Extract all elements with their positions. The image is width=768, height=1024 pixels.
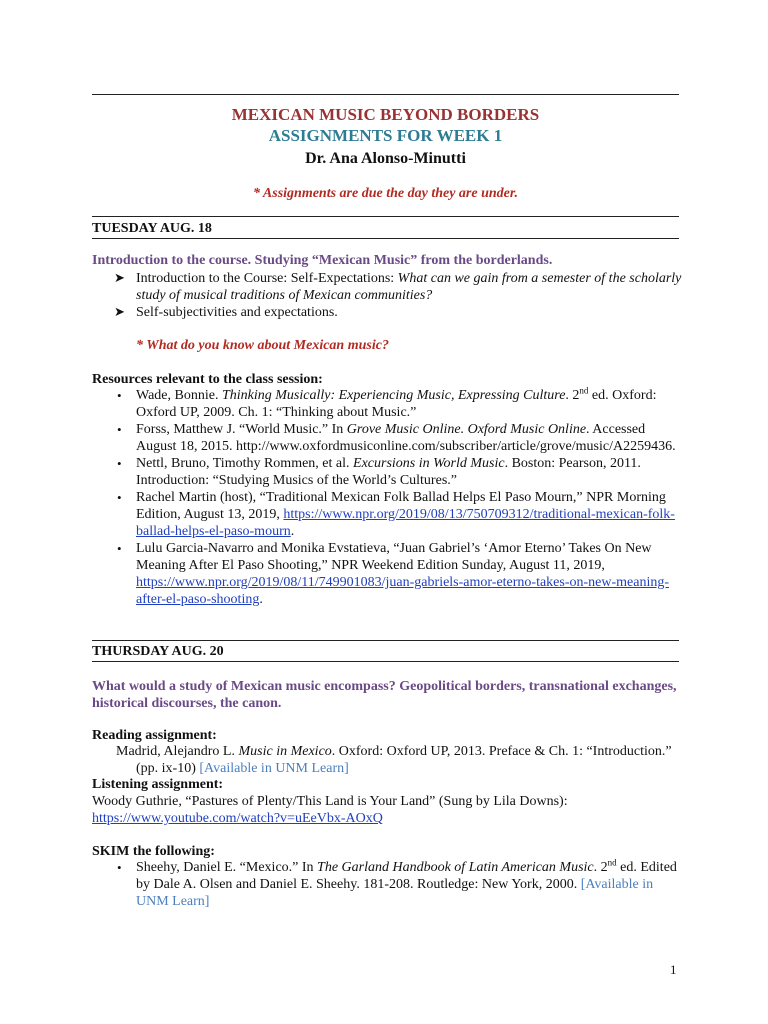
thursday-topic-line-2: historical discourses, the canon. <box>92 696 282 711</box>
npr-link-el-paso-mourn-cont[interactable]: ballad-helps-el-paso-mourn <box>136 524 291 539</box>
bullet-dot-icon: • <box>117 490 122 505</box>
skim-line-3 <box>136 893 209 910</box>
thursday-topic-line-1: What would a study of Mexican music encompass? Geopolitical borders, transnational exchanges, <box>92 679 677 694</box>
reading-heading: Reading assignment: <box>92 728 217 743</box>
skim-heading: SKIM the following: <box>92 844 215 859</box>
tuesday-topic: Introduction to the course. Studying “Mexican Music” from the borderlands. <box>92 253 553 268</box>
skim-line-1: Sheehy, Daniel E. “Mexico.” In The Garland Handbook of Latin American Music. 2nd ed. Edited <box>136 857 677 875</box>
instructor-name: Dr. Ana Alonso-Minutti <box>305 150 466 167</box>
resources-heading: Resources relevant to the class session: <box>92 372 323 387</box>
bullet-dot-icon: • <box>117 388 122 403</box>
unm-learn-reference[interactable]: [Available in UNM Learn] <box>199 761 349 776</box>
resource-4-line-2: Edition, August 13, 2019, https://www.npr.org/2019/08/13/750709312/traditional-mexican-folk- <box>136 507 675 522</box>
arrow-bullet-icon: ➤ <box>114 304 125 319</box>
tuesday-rule-top <box>92 216 679 217</box>
thursday-rule-top <box>92 640 679 641</box>
unm-learn-reference[interactable]: [Available in <box>580 877 654 892</box>
course-title: MEXICAN MUSIC BEYOND BORDERS <box>231 105 540 124</box>
listening-line-1: Woody Guthrie, “Pastures of Plenty/This Land is Your Land” (Sung by Lila Downs): <box>92 794 568 809</box>
tuesday-bullet-1-line-1: Introduction to the Course: Self-Expectations: What can we gain from a semester of the scholarly <box>136 271 682 286</box>
resource-1-line-2: Oxford UP, 2009. Ch. 1: “Thinking about Music.” <box>136 405 417 420</box>
thursday-rule-bottom <box>92 661 679 662</box>
resource-5-line-4: after-el-paso-shooting. <box>136 592 263 607</box>
bullet-dot-icon: • <box>117 456 122 471</box>
resource-4-line-1: Rachel Martin (host), “Traditional Mexican Folk Ballad Helps El Paso Mourn,” NPR Morning <box>136 490 666 505</box>
arrow-bullet-icon: ➤ <box>114 270 125 285</box>
tuesday-question: * What do you know about Mexican music? <box>136 338 389 353</box>
npr-link-amor-eterno-cont[interactable]: after-el-paso-shooting <box>136 592 260 607</box>
thursday-heading: THURSDAY AUG. 20 <box>92 644 224 659</box>
tuesday-bullet-2: Self-subjectivities and expectations. <box>136 305 338 320</box>
reading-line-1: Madrid, Alejandro L. Music in Mexico. Oxford: Oxford UP, 2013. Preface & Ch. 1: “Introduction.” <box>116 744 672 759</box>
resource-4-line-3: ballad-helps-el-paso-mourn. <box>136 524 295 539</box>
tuesday-rule-bottom <box>92 238 679 239</box>
npr-link-amor-eterno[interactable]: https://www.npr.org/2019/08/11/749901083/juan-gabriels-amor-eterno-takes-on-new-meaning- <box>136 575 670 590</box>
top-rule <box>92 94 679 95</box>
resource-2-line-1: Forss, Matthew J. “World Music.” In Grove Music Online. Oxford Music Online. Accessed <box>136 422 646 437</box>
page-number: 1 <box>670 962 677 977</box>
listening-line-2 <box>92 810 383 827</box>
bullet-dot-icon: • <box>117 422 122 437</box>
bullet-dot-icon: • <box>117 860 122 875</box>
bullet-dot-icon: • <box>117 541 122 556</box>
npr-link-el-paso-mourn[interactable]: https://www.npr.org/2019/08/13/750709312/traditional-mexican-folk- <box>283 507 675 522</box>
resource-5-line-3 <box>136 574 669 591</box>
resource-2-line-2: August 18, 2015. http://www.oxfordmusiconline.com/subscriber/article/grove/music/A2259436. <box>136 439 676 454</box>
skim-line-2: by Dale A. Olsen and Daniel E. Sheehy. 181-208. Routledge: New York, 2000. [Available in <box>136 877 654 892</box>
resource-1-line-1: Wade, Bonnie. Thinking Musically: Experiencing Music, Expressing Culture. 2nd ed. Oxford: <box>136 385 657 403</box>
resource-5-line-2: Meaning After El Paso Shooting,” NPR Weekend Edition Sunday, August 11, 2019, <box>136 558 605 573</box>
due-note: * Assignments are due the day they are under. <box>252 186 519 201</box>
unm-learn-reference-cont[interactable]: UNM Learn] <box>136 894 210 909</box>
resource-3-line-2: Introduction: “Studying Musics of the World’s Cultures.” <box>136 473 457 488</box>
listening-heading: Listening assignment: <box>92 777 224 792</box>
tuesday-heading: TUESDAY AUG. 18 <box>92 221 212 236</box>
tuesday-bullet-1-line-2: study of musical traditions of Mexican communities? <box>136 288 433 303</box>
reading-line-2: (pp. ix-10) [Available in UNM Learn] <box>136 761 349 776</box>
youtube-link[interactable]: https://www.youtube.com/watch?v=uEeVbx-AOxQ <box>92 811 383 826</box>
week-title: ASSIGNMENTS FOR WEEK 1 <box>268 126 503 145</box>
resource-5-line-1: Lulu Garcia-Navarro and Monika Evstatieva, “Juan Gabriel’s ‘Amor Eterno’ Takes On New <box>136 541 652 556</box>
resource-3-line-1: Nettl, Bruno, Timothy Rommen, et al. Excursions in World Music. Boston: Pearson, 2011. <box>136 456 641 471</box>
